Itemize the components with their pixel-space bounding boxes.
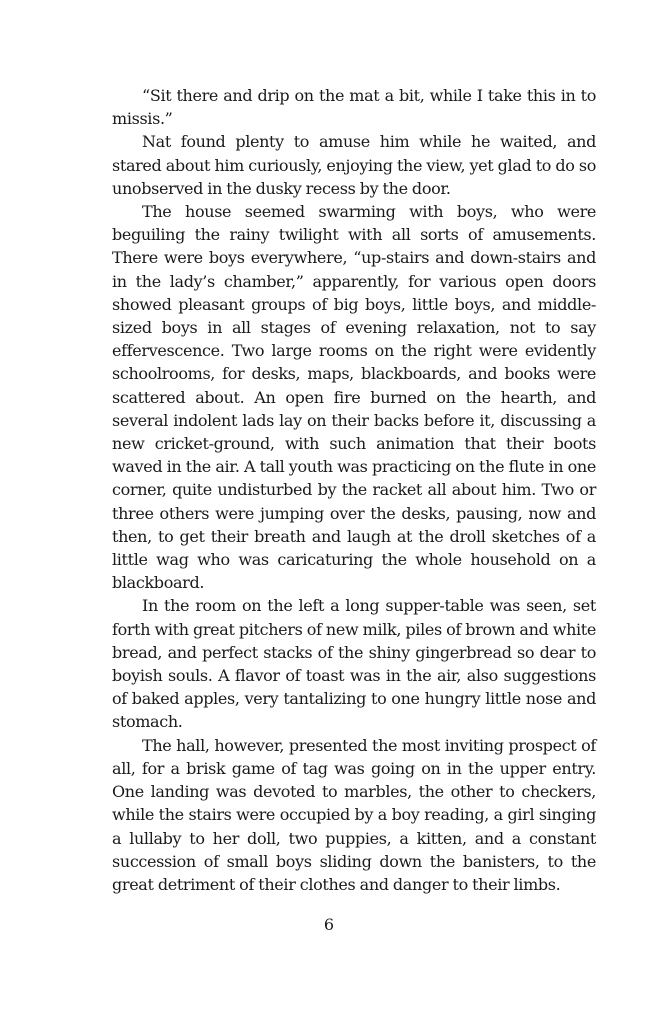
body-text [112,84,596,896]
page-number: 6 [323,915,335,934]
paragraph: “Sit there and drip on the mat a bit, while I take this in to missis.” [112,86,596,129]
paragraph: In the room on the left a long supper-table was seen, set forth with great pitchers of new milk, piles of brown and white bread, and perfect stacks of the shiny gingerbread so dear to boyish souls. A flavor of toast was in the air, also suggestions of baked apples, very tantalizing to one hungry little nose and stomach. [112,596,596,732]
paragraph: The hall, however, presented the most inviting prospect of all, for a brisk game of tag was going on in the upper entry. One landing was devoted to marbles, the other to checkers, while the stairs were occupied by a boy reading, a girl singing a lullaby to her doll, two puppies, a kitten, and a constant succession of small boys sliding down the banisters, to the great detriment of their clothes and danger to their limbs. [112,735,596,894]
paragraph: Nat found plenty to amuse him while he waited, and stared about him curiously, enjoying the view, yet glad to do so unobserved in the dusky recess by the door. [112,132,596,198]
paragraph: The house seemed swarming with boys, who were beguiling the rainy twilight with all sorts of amusements. There were boys everywhere, “up-stairs and down-stairs and in the lady’s chamber,” apparently, for various open doors showed pleasant groups of big boys, little boys, and middle-sized boys in all stages of evening relaxation, not to say effervescence. Two large rooms on the right were evidently schoolrooms, for desks, maps, blackboards, and books were scattered about. An open fire burned on the hearth, and several indolent lads lay on their backs before it, discussing a new cricket-ground, with such animation that their boots waved in the air. A tall youth was practicing on the flute in one corner, quite undisturbed by the racket all about him. Two or three others were jumping over the desks, pausing, now and then, to get their breath and laugh at the droll sketches of a little wag who was caricaturing the whole household on a blackboard. [112,202,596,593]
